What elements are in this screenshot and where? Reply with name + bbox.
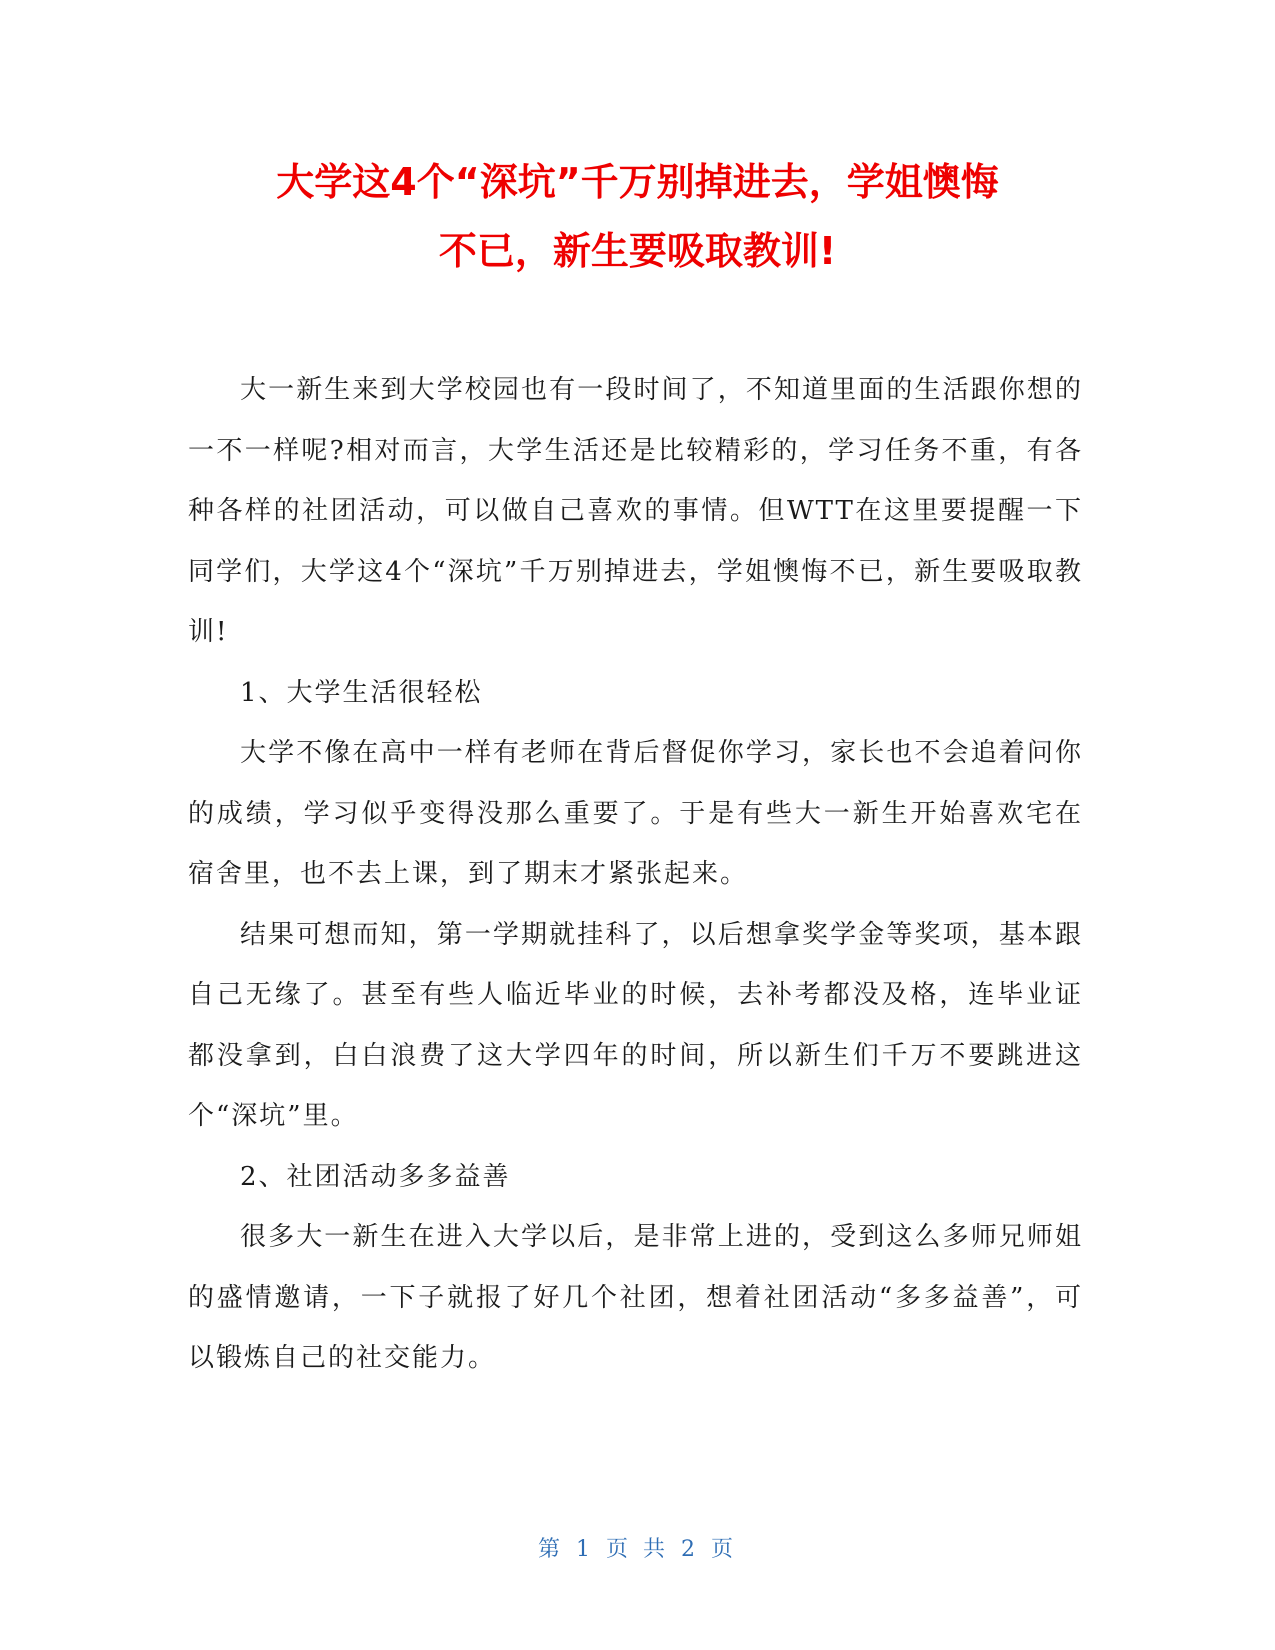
footer-current-page: 1	[576, 1537, 594, 1562]
intro-paragraph: 大一新生来到大学校园也有一段时间了，不知道里面的生活跟你想的一不一样呢?相对而言，大学生活还是比较精彩的，学习任务不重，有各种各样的社团活动，可以做自己喜欢的事情。但WTT在这里要提醒一下同学们，大学这4个“深坑”千万别掉进去，学姐懊悔不已，新生要吸取教训!	[188, 375, 1083, 647]
body-paragraph: 很多大一新生在进入大学以后，是非常上进的，受到这么多师兄师姐的盛情邀请，一下子就报了好几个社团，想着社团活动“多多益善”，可以锻炼自己的社交能力。	[188, 1222, 1083, 1373]
document-body	[188, 360, 1083, 1389]
document-title	[150, 148, 1125, 286]
footer-suffix: 页	[711, 1537, 738, 1562]
title-line-1: 大学这4个“深坑”千万别掉进去，学姐懊悔	[276, 160, 999, 204]
section-heading-1: 1、大学生活很轻松	[240, 677, 483, 708]
section-heading-2: 2、社团活动多多益善	[240, 1161, 511, 1192]
title-line-2: 不已，新生要吸取教训!	[438, 229, 837, 273]
body-paragraph: 大学不像在高中一样有老师在背后督促你学习，家长也不会追着问你的成绩，学习似乎变得没那么重要了。于是有些大一新生开始喜欢宅在宿舍里，也不去上课，到了期末才紧张起来。	[188, 738, 1083, 889]
page-footer	[0, 1532, 1275, 1563]
footer-prefix: 第	[537, 1537, 564, 1562]
body-paragraph: 结果可想而知，第一学期就挂科了，以后想拿奖学金等奖项，基本跟自己无缘了。甚至有些人临近毕业的时候，去补考都没及格，连毕业证都没拿到，白白浪费了这大学四年的时间，所以新生们千万不要跳进这个“深坑”里。	[188, 919, 1083, 1131]
footer-middle: 页 共	[606, 1537, 669, 1562]
footer-total-pages: 2	[681, 1537, 699, 1562]
